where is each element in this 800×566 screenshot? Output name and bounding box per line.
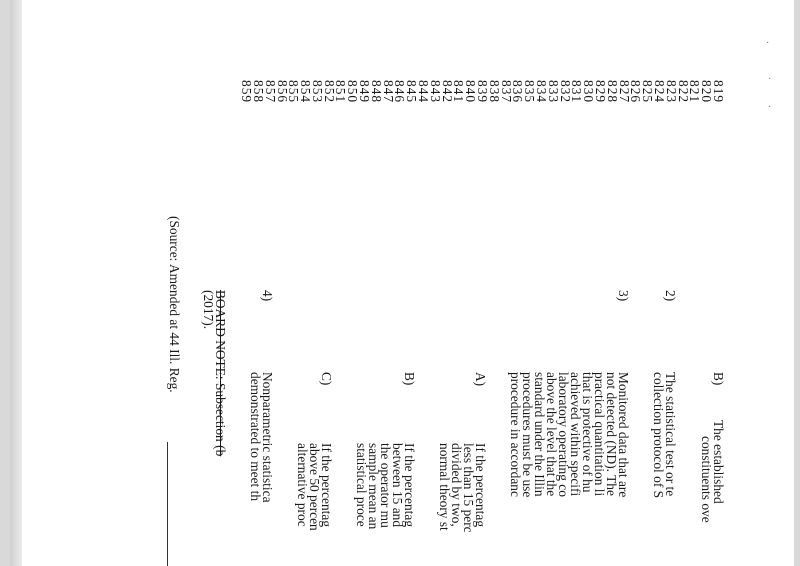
line-number: 845 xyxy=(404,80,420,104)
line-number: 835 xyxy=(522,80,538,104)
item-b-text: constituents ove xyxy=(699,436,714,523)
rotated-text-block xyxy=(22,0,794,566)
scan-speck: · xyxy=(768,74,772,85)
item-3-text: that is protective of hu xyxy=(580,372,595,493)
line-number: 859 xyxy=(239,80,255,104)
line-number: 849 xyxy=(357,80,373,104)
item-4-label: 4) xyxy=(260,290,275,302)
source-note: (Source: Amended at 44 Ill. Reg. xyxy=(167,216,182,393)
item-a-text: divided by two, xyxy=(449,443,464,527)
item-b2-label: B) xyxy=(402,372,417,386)
line-number: 837 xyxy=(498,80,514,104)
line-number: 832 xyxy=(557,80,573,104)
line-number: 833 xyxy=(545,80,561,104)
item-a-text: If the percentag xyxy=(473,443,488,528)
item-4-text: Nonparametric statistica xyxy=(260,372,275,503)
item-2-text: The statistical test or te xyxy=(663,372,678,497)
line-number: 851 xyxy=(333,80,349,104)
line-number: 826 xyxy=(628,80,644,104)
line-number: 827 xyxy=(616,80,632,104)
item-b2-text: between 15 and xyxy=(390,443,405,528)
item-2-label: 2) xyxy=(663,290,678,302)
item-3-text: not detected (ND). The xyxy=(604,372,619,496)
item-3-text: laboratory operating co xyxy=(556,372,571,497)
line-number: 829 xyxy=(593,80,609,104)
item-b-label: B) xyxy=(711,372,726,386)
line-number: 834 xyxy=(534,80,550,104)
source-underline xyxy=(167,442,168,566)
line-number: 820 xyxy=(699,80,715,104)
line-number: 853 xyxy=(309,80,325,104)
line-number: 824 xyxy=(652,80,668,104)
line-number: 836 xyxy=(510,80,526,104)
item-2-text: collection protocol of S xyxy=(651,372,666,499)
item-4-text: demonstrated to meet th xyxy=(248,372,263,502)
line-number: 852 xyxy=(321,80,337,104)
board-note-year: (2017). xyxy=(201,290,216,330)
item-b2-text: sample mean an xyxy=(366,443,381,530)
item-a-text: less than 15 perc xyxy=(461,443,476,533)
item-3-text: standard under the Illin xyxy=(532,372,547,497)
line-number: 823 xyxy=(663,80,679,104)
line-number: 847 xyxy=(380,80,396,104)
line-number: 858 xyxy=(250,80,266,104)
line-number: 841 xyxy=(451,80,467,104)
item-b2-text: the operator mu xyxy=(378,443,393,528)
item-3-text: above the level that the xyxy=(544,372,559,497)
line-number: 819 xyxy=(711,80,726,104)
item-c-text: above 50 percen xyxy=(307,443,322,531)
line-number: 848 xyxy=(368,80,384,104)
item-a-text: normal theory st xyxy=(437,443,452,531)
line-number: 855 xyxy=(286,80,302,104)
line-number: 830 xyxy=(581,80,597,104)
item-3-label: 3) xyxy=(616,290,631,302)
line-number: 857 xyxy=(262,80,278,104)
board-note: BOARD NOTE: Subsection (b xyxy=(213,290,228,457)
item-c-text: alternative proc xyxy=(295,443,310,527)
line-number: 850 xyxy=(345,80,361,104)
line-number: 842 xyxy=(439,80,455,104)
line-number: 825 xyxy=(640,80,656,104)
line-number: 831 xyxy=(569,80,585,104)
item-3-text: achieved within specifi xyxy=(568,372,583,497)
item-3-text: Monitored data that are xyxy=(616,372,631,498)
line-numbers xyxy=(240,80,724,110)
item-b2-text: statistical proce xyxy=(354,443,369,527)
line-number: 844 xyxy=(416,80,432,104)
line-number: 840 xyxy=(463,80,479,104)
line-number: 838 xyxy=(486,80,502,104)
item-a-label: A) xyxy=(473,372,488,387)
line-number: 822 xyxy=(675,80,691,104)
item-b2-text: If the percentag xyxy=(402,443,417,528)
item-c-label: C) xyxy=(319,372,334,386)
line-number: 821 xyxy=(687,80,703,104)
line-number: 843 xyxy=(427,80,443,104)
scan-speck: · xyxy=(768,102,772,113)
line-number: 854 xyxy=(298,80,314,104)
item-b-text: The established xyxy=(711,420,726,504)
line-number: 828 xyxy=(604,80,620,104)
item-3-text: procedures must be use xyxy=(520,372,535,498)
item-c-text: If the percentag xyxy=(319,443,334,528)
item-3-text: practical quantitation li xyxy=(592,372,607,497)
item-3-text: procedure in accordanc xyxy=(508,372,523,497)
line-number: 839 xyxy=(475,80,491,104)
line-number: 856 xyxy=(274,80,290,104)
document-page xyxy=(22,0,794,566)
line-number: 846 xyxy=(392,80,408,104)
scan-speck: · xyxy=(766,38,770,49)
